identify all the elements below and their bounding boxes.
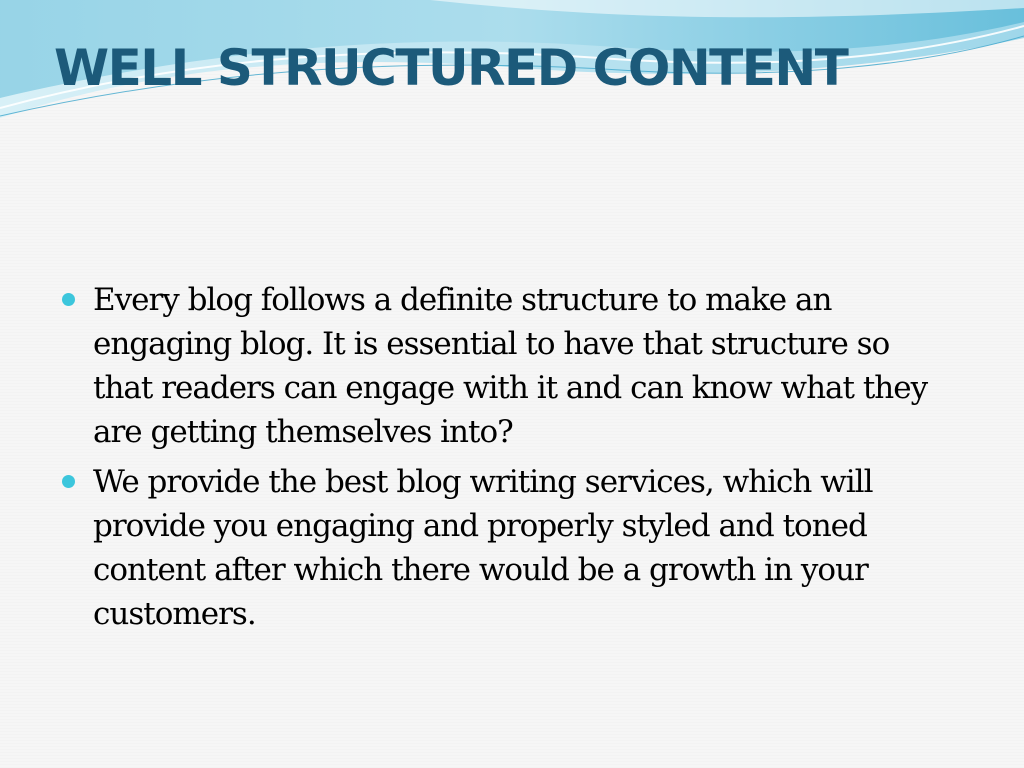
bullet-dot-icon bbox=[62, 475, 75, 488]
slide-title: WELL STRUCTURED CONTENT bbox=[54, 39, 848, 97]
bullet-item bbox=[56, 460, 956, 636]
bullet-text: Every blog follows a definite structure to make an engaging blog. It is essential to have that structure so that readers can engage with it and can know what they are getting themselves into? bbox=[93, 282, 928, 450]
bullet-item bbox=[56, 278, 956, 454]
bullet-text: We provide the best blog writing services, which will provide you engaging and properly styled and toned content after which there would be a growth in your customers. bbox=[93, 464, 873, 632]
bullet-list bbox=[56, 278, 956, 642]
bullet-dot-icon bbox=[62, 293, 75, 306]
